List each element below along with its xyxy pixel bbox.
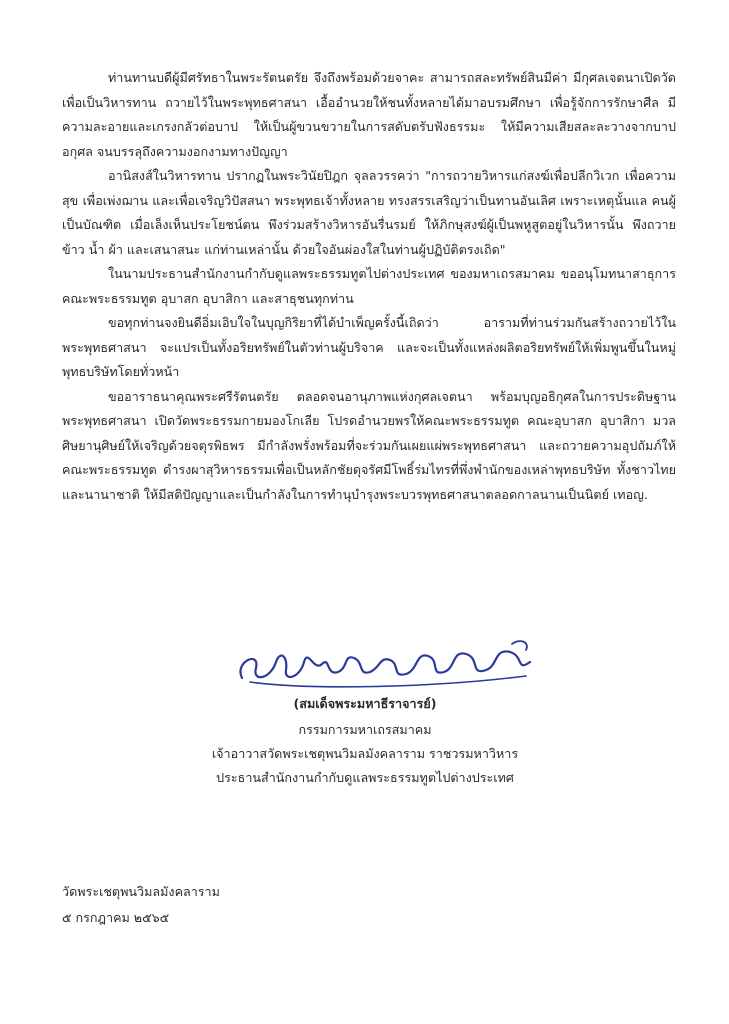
letter-body: [62, 66, 676, 507]
paragraph-4: ขอทุกท่านจงยินดีอิ่มเอิบใจในบุญกิริยาที่ได้บำเพ็ญครั้งนี้เถิดว่า อารามที่ท่านร่วมกันสร้างถวายไว้ในพระพุทธศาสนา จะแปรเป็นทั้งอริยทรัพย์ในตัวท่านผู้บริจาค และจะเป็นทั้งแหล่งผลิตอริยทรัพย์ให้เพิ่มพูนขึ้นในหมู่พุทธบริษัทโดยทั่วหน้า: [62, 315, 676, 379]
signer-title-1: กรรมการมหาเถรสมาคม: [298, 722, 432, 737]
paragraph-2: อานิสงส์ในวิหารทาน ปรากฏในพระวินัยปิฎก จุลลวรรคว่า "การถวายวิหารแก่สงฆ์เพื่อปลีกวิเวก เพื่อความสุข เพื่อเพ่งฌาน และเพื่อเจริญวิปัสสนา พระพุทธเจ้าทั้งหลาย ทรงสรรเสริญว่าเป็นทานอันเลิศ เพราะเหตุนั้นแล คนผู้เป็นบัณฑิต เมื่อเล็งเห็นประโยชน์ตน พึงร่วมสร้างวิหารอันรื่นรมย์ ให้ภิกษุสงฆ์ผู้เป็นพหูสูตอยู่ในวิหารนั้น พึงถวายข้าว น้ำ ผ้า และเสนาสนะ แก่ท่านเหล่านั้น ด้วยใจอันผ่องใสในท่านผู้ปฏิบัติตรงเถิด": [62, 168, 676, 257]
paragraph-1: ท่านทานบดีผู้มีศรัทธาในพระรัตนตรัย จึงถึงพร้อมด้วยจาคะ สามารถสละทรัพย์สินมีค่า มีกุศลเจตนาเปิดวัดเพื่อเป็นวิหารทาน ถวายไว้ในพระพุทธศาสนา เอื้ออำนวยให้ชนทั้งหลายได้มาอบรมศึกษา เพื่อรู้จักการรักษาศีล มีความละอายและเกรงกลัวต่อบาป ให้เป็นผู้ขวนขวายในการสดับตรับฟังธรรมะ ให้มีความเสียสละละวางจากบาปอกุศล จนบรรลุถึงความงอกงามทางปัญญา: [62, 70, 676, 159]
place-line: วัดพระเชตุพนวิมลมังคลาราม: [62, 884, 220, 899]
paragraph-3: ในนามประธานสำนักงานกำกับดูแลพระธรรมทูตไปต่างประเทศ ของมหาเถรสมาคม ขออนุโมทนาสาธุการคณะพระธรรมทูต อุบาสก อุบาสิกา และสาธุชนทุกท่าน: [62, 266, 676, 306]
signer-name: (สมเด็จพระมหาธีราจารย์): [293, 696, 437, 711]
signer-title-2: เจ้าอาวาสวัดพระเชตุพนวิมลมังคลาราม ราชวรมหาวิหาร: [211, 746, 519, 761]
handwritten-signature: [230, 632, 550, 696]
paragraph-5: ขออาราธนาคุณพระศรีรัตนตรัย ตลอดจนอานุภาพแห่งกุศลเจตนา พร้อมบุญอธิกุศลในการประดิษฐานพระพุทธศาสนา เปิดวัดพระธรรมกายมองโกเลีย โปรดอำนวยพรให้คณะพระธรรมทูต คณะอุบาสก อุบาสิกา มวลศิษยานุศิษย์ให้เจริญด้วยจตุรพิธพร มีกำลังพรั่งพร้อมที่จะร่วมกันเผยแผ่พระพุทธศาสนา และถวายความอุปถัมภ์ให้คณะพระธรรมทูต ดำรงผาสุวิหารธรรมเพื่อเป็นหลักชัยดุจรัศมีโพธิ์ร่มไทรที่พึ่งพำนักของเหล่าพุทธบริษัท ทั้งชาวไทยและนานาชาติ ให้มีสติปัญญาและเป็นกำลังในการทำนุบำรุงพระบวรพุทธศาสนาตลอดกาลนานเป็นนิตย์ เทอญ.: [62, 388, 676, 502]
signer-title-3: ประธานสำนักงานกำกับดูแลพระธรรมทูตไปต่างประเทศ: [216, 770, 514, 785]
date-line: ๕ กรกฎาคม ๒๕๖๕: [62, 910, 170, 925]
